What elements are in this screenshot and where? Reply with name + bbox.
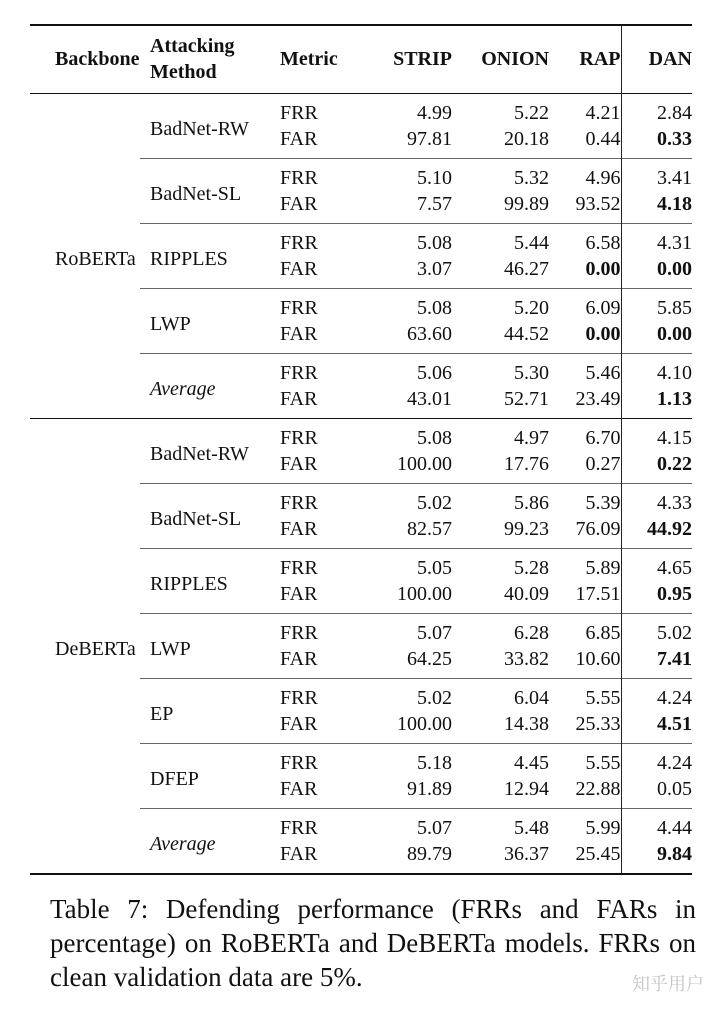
metric-cell: FRR: [270, 288, 350, 321]
metric-cell: FRR: [280, 101, 318, 124]
strip-value-cell: 5.07: [350, 808, 452, 841]
onion-value-cell: 33.82: [504, 647, 549, 670]
rap-value-cell: 25.45: [575, 842, 621, 865]
dan-value-cell: 4.10: [621, 353, 692, 386]
rap-value-cell: 5.39: [549, 483, 621, 516]
onion-value-cell: 5.20: [452, 288, 549, 321]
onion-value-cell: 5.22: [514, 101, 549, 124]
watermark-text: 知乎用户: [632, 974, 704, 995]
strip-value-cell: 5.02: [350, 483, 452, 516]
strip-value-cell: 89.79: [407, 842, 452, 865]
strip-value-cell: 64.25: [407, 647, 452, 670]
table-row: [30, 418, 692, 451]
strip-value-cell: 43.01: [407, 387, 452, 410]
metric-cell: FAR: [280, 647, 318, 670]
attacking-method-label: BadNet-SL: [140, 158, 270, 223]
dan-value-cell: 4.44: [621, 808, 692, 841]
onion-value-cell: 52.71: [504, 387, 549, 410]
header-backbone: Backbone: [55, 48, 140, 71]
header-attacking-method: [140, 25, 270, 93]
metric-cell: FRR: [280, 426, 318, 449]
attacking-method-label: LWP: [140, 288, 270, 353]
header-dan: DAN: [621, 25, 692, 93]
header-metric: Metric: [280, 48, 338, 71]
metric-cell: FRR: [270, 678, 350, 711]
metric-cell: FAR: [280, 777, 318, 800]
strip-value-cell: 5.08: [350, 223, 452, 256]
metric-cell: FRR: [270, 158, 350, 191]
metric-cell: FAR: [280, 322, 318, 345]
onion-value-cell: 5.48: [452, 808, 549, 841]
rap-value-cell: 10.60: [575, 647, 621, 670]
rap-value-cell: 17.51: [575, 582, 621, 605]
metric-cell: FAR: [280, 452, 318, 475]
onion-value-cell: 36.37: [504, 842, 549, 865]
dan-value-cell: 4.24: [621, 678, 692, 711]
metric-cell: FRR: [270, 548, 350, 581]
onion-value-cell: 17.76: [504, 452, 549, 475]
strip-value-cell: 5.08: [350, 288, 452, 321]
strip-value-cell: 63.60: [407, 322, 452, 345]
rap-value-cell: 5.99: [549, 808, 621, 841]
strip-value-cell: 5.10: [350, 158, 452, 191]
table-caption: Table 7: Defending performance (FRRs and FARs in percentage) on RoBERTa and DeBERTa models. FRRs on clean validation data are 5%.: [50, 894, 696, 992]
rap-value-cell: 25.33: [575, 712, 621, 735]
onion-value-cell: 46.27: [504, 257, 549, 280]
strip-value-cell: 100.00: [397, 452, 452, 475]
header-row: [30, 25, 692, 93]
attacking-method-label: BadNet-SL: [140, 483, 270, 548]
dan-value-cell: 4.33: [621, 483, 692, 516]
onion-value-cell: 12.94: [504, 777, 549, 800]
dan-value-cell: 3.41: [621, 158, 692, 191]
metric-cell: FRR: [270, 743, 350, 776]
rap-value-cell: 4.96: [549, 158, 621, 191]
table-row: [30, 93, 692, 126]
onion-value-cell: 99.23: [504, 517, 549, 540]
dan-value-cell: 5.02: [621, 613, 692, 646]
dan-value-cell: 4.18: [621, 191, 692, 224]
rap-value-cell: 0.00: [585, 322, 621, 345]
onion-value-cell: 99.89: [504, 192, 549, 215]
header-onion: ONION: [481, 48, 549, 71]
dan-value-cell: 0.95: [621, 581, 692, 614]
dan-value-cell: 4.31: [621, 223, 692, 256]
metric-cell: FAR: [280, 387, 318, 410]
results-table-container: [30, 24, 692, 875]
attacking-method-label: Average: [140, 808, 270, 874]
rap-value-cell: 6.58: [549, 223, 621, 256]
attacking-method-label: EP: [140, 678, 270, 743]
backbone-label: RoBERTa: [55, 247, 136, 270]
dan-value-cell: 4.51: [621, 711, 692, 744]
attacking-method-label: RIPPLES: [140, 223, 270, 288]
dan-value-cell: 4.65: [621, 548, 692, 581]
onion-value-cell: 14.38: [504, 712, 549, 735]
onion-value-cell: 4.45: [452, 743, 549, 776]
onion-value-cell: 5.44: [452, 223, 549, 256]
rap-value-cell: 4.21: [585, 101, 621, 124]
metric-cell: FAR: [280, 192, 318, 215]
dan-value-cell: 0.00: [621, 321, 692, 354]
strip-value-cell: 4.99: [417, 101, 452, 124]
metric-cell: FRR: [270, 483, 350, 516]
metric-cell: FAR: [280, 712, 318, 735]
strip-value-cell: 91.89: [407, 777, 452, 800]
dan-value-cell: 0.00: [621, 256, 692, 289]
onion-value-cell: 4.97: [514, 426, 549, 449]
rap-value-cell: 22.88: [575, 777, 621, 800]
metric-cell: FAR: [280, 842, 318, 865]
results-table-body: [30, 93, 692, 874]
rap-value-cell: 93.52: [575, 192, 621, 215]
attacking-method-label: Average: [140, 353, 270, 418]
rap-value-cell: 5.55: [549, 678, 621, 711]
dan-value-cell: 7.41: [621, 646, 692, 679]
metric-cell: FRR: [270, 353, 350, 386]
rap-value-cell: 0.00: [585, 257, 621, 280]
dan-value-cell: 1.13: [621, 386, 692, 419]
onion-value-cell: 44.52: [504, 322, 549, 345]
onion-value-cell: 6.04: [452, 678, 549, 711]
strip-value-cell: 5.07: [350, 613, 452, 646]
strip-value-cell: 97.81: [407, 127, 452, 150]
rap-value-cell: 5.89: [549, 548, 621, 581]
strip-value-cell: 5.08: [417, 426, 452, 449]
attacking-method-label: LWP: [140, 613, 270, 678]
metric-cell: FRR: [270, 808, 350, 841]
metric-cell: FAR: [280, 127, 318, 150]
header-method-line2: Method: [150, 61, 217, 84]
onion-value-cell: 5.32: [452, 158, 549, 191]
metric-cell: FRR: [270, 223, 350, 256]
rap-value-cell: 6.85: [549, 613, 621, 646]
attacking-method-label: RIPPLES: [140, 548, 270, 613]
rap-value-cell: 5.55: [549, 743, 621, 776]
dan-value-cell: 4.15: [621, 418, 692, 451]
attacking-method-label: BadNet-RW: [150, 442, 249, 465]
rap-value-cell: 0.44: [585, 127, 621, 150]
strip-value-cell: 5.06: [350, 353, 452, 386]
metric-cell: FAR: [280, 517, 318, 540]
header-strip: STRIP: [393, 48, 452, 71]
rap-value-cell: 76.09: [575, 517, 621, 540]
dan-value-cell: 0.22: [621, 451, 692, 484]
metric-cell: FAR: [280, 257, 318, 280]
rap-value-cell: 5.46: [549, 353, 621, 386]
attacking-method-label: BadNet-RW: [150, 117, 249, 140]
dan-value-cell: 44.92: [621, 516, 692, 549]
strip-value-cell: 100.00: [397, 582, 452, 605]
rap-value-cell: 6.09: [549, 288, 621, 321]
strip-value-cell: 5.18: [350, 743, 452, 776]
strip-value-cell: 100.00: [397, 712, 452, 735]
results-table: [30, 24, 692, 875]
strip-value-cell: 82.57: [407, 517, 452, 540]
onion-value-cell: 5.30: [452, 353, 549, 386]
metric-cell: FRR: [270, 613, 350, 646]
dan-value-cell: 9.84: [621, 841, 692, 874]
strip-value-cell: 3.07: [417, 257, 452, 280]
onion-value-cell: 5.28: [452, 548, 549, 581]
header-method-line1: Attacking: [150, 35, 235, 58]
onion-value-cell: 5.86: [452, 483, 549, 516]
rap-value-cell: 23.49: [575, 387, 621, 410]
strip-value-cell: 5.05: [350, 548, 452, 581]
dan-value-cell: 0.33: [621, 126, 692, 159]
backbone-label: DeBERTa: [55, 637, 136, 660]
strip-value-cell: 5.02: [350, 678, 452, 711]
strip-value-cell: 7.57: [417, 192, 452, 215]
dan-value-cell: 5.85: [621, 288, 692, 321]
onion-value-cell: 20.18: [504, 127, 549, 150]
metric-cell: FAR: [280, 582, 318, 605]
rap-value-cell: 6.70: [585, 426, 621, 449]
header-rap: RAP: [579, 48, 621, 71]
onion-value-cell: 40.09: [504, 582, 549, 605]
onion-value-cell: 6.28: [452, 613, 549, 646]
dan-value-cell: 4.24: [621, 743, 692, 776]
rap-value-cell: 0.27: [585, 452, 621, 475]
dan-value-cell: 0.05: [621, 776, 692, 809]
attacking-method-label: DFEP: [140, 743, 270, 808]
dan-value-cell: 2.84: [621, 93, 692, 126]
